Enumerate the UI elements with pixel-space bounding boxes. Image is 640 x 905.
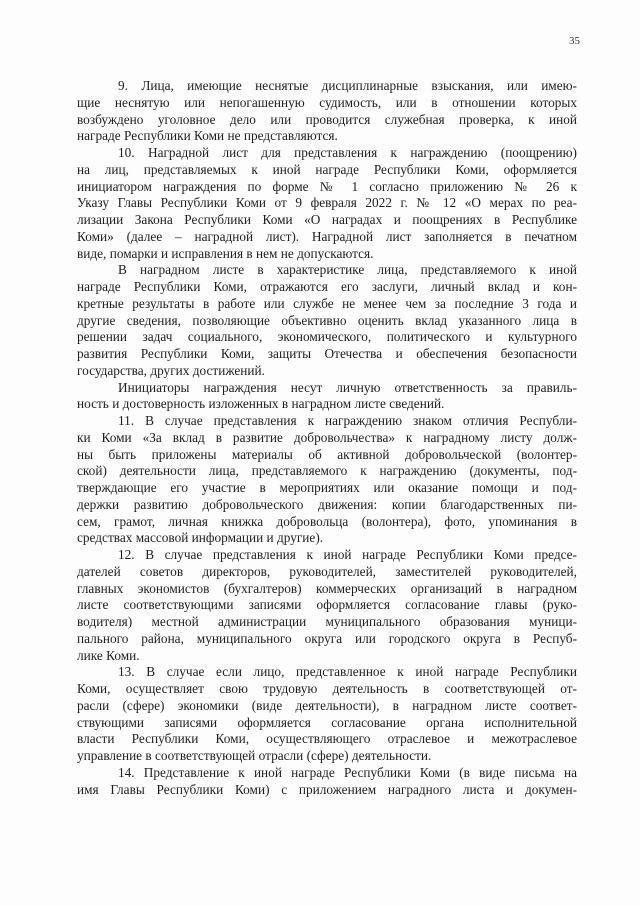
paragraph-line: сем, грамот, личная книжка добровольца (волонтера), фото, упоминания в — [77, 513, 577, 529]
paragraph-line: ствующими записями оформляется согласование органа исполнительной — [77, 714, 577, 730]
paragraph-line: инициатором награждения по форме № 1 согласно приложению № 26 к — [77, 178, 577, 194]
paragraph-line: Коми, осуществляет свою трудовую деятельность в соответствующей от- — [77, 681, 577, 696]
paragraph-line: возбуждено уголовное дело или проводится служебная проверка, к иной — [77, 111, 577, 127]
paragraph-line: 10. Наградной лист для представления к награждению (поощрению) — [118, 145, 577, 160]
paragraph — [77, 765, 577, 799]
paragraph-line: ской) деятельности лица, представляемого к награждению (документы, под- — [77, 463, 577, 479]
paragraph — [77, 413, 577, 547]
paragraph — [77, 547, 577, 664]
paragraph-line: имя Главы Республики Коми) с приложением наградного листа и докумен- — [77, 781, 577, 797]
paragraph-line: государства, других достижений. — [77, 362, 265, 378]
paragraph-line: 14. Представление к иной награде Республики Коми (в виде письма на — [118, 764, 577, 780]
paragraph-line: награде Республики Коми, отражаются его заслуги, личный вклад и кон- — [77, 279, 577, 294]
paragraph-line: ны быть приложены материалы об активной добровольческой (волонтер- — [77, 446, 577, 462]
paragraph-line: Инициаторы награждения несут личную ответственность за правиль- — [118, 379, 577, 395]
paragraph-line: кретные результаты в работе или службе не менее чем за последние 3 года и — [77, 295, 577, 311]
paragraph-line: главных экономистов (бухгалтеров) коммерческих организаций в наградном — [77, 580, 577, 596]
paragraph — [77, 664, 577, 765]
paragraph-line: власти Республики Коми, осуществляющего отраслевое и межотраслевое — [77, 731, 577, 747]
paragraph — [77, 78, 577, 145]
paragraph-line: ки Коми «За вклад в развитие добровольчества» к наградному листу долж- — [77, 429, 577, 445]
paragraph-line: тверждающие его участие в мероприятиях или оказание помощи и под- — [77, 480, 577, 495]
paragraph — [77, 145, 577, 262]
paragraph — [77, 262, 577, 379]
paragraph-line: листе соответствующими записями оформляется согласование главы (руко- — [77, 597, 577, 613]
paragraph — [77, 380, 577, 414]
paragraph-line: развития Республики Коми, защиты Отечества и обеспечения безопасности — [77, 346, 577, 361]
paragraph-line: дателей советов директоров, руководителей, заместителей руководителей, — [77, 563, 577, 579]
paragraph-line: 11. В случае представления к награждению знаком отличия Республи- — [118, 413, 577, 428]
page-number: 35 — [569, 35, 580, 47]
paragraph-line: управление в соответствующей отрасли (сфере) деятельности. — [77, 748, 432, 763]
paragraph-line: пального района, муниципального округа или городского округа в Респуб- — [77, 630, 577, 646]
paragraph-line: расли (сфере) экономики (виде деятельности), в наградном листе соответ- — [77, 697, 577, 713]
paragraph-line: другие сведения, позволяющие объективно оценить вклад указанного лица в — [77, 312, 577, 328]
paragraph-line: 13. В случае если лицо, представленное к иной награде Республики — [118, 664, 577, 680]
paragraph-line: награде Республики Коми не представляются. — [77, 128, 338, 144]
paragraph-line: Коми» (далее – наградной лист). Наградной лист заполняется в печатном — [77, 228, 577, 244]
document-body — [77, 78, 577, 798]
paragraph-line: виде, помарки и исправления в нем не допускаются. — [77, 245, 374, 261]
paragraph-line: решении задач социального, экономического, политического и культурного — [77, 329, 577, 345]
paragraph-line: лизации Закона Республики Коми «О наградах и поощрениях в Республике — [77, 212, 577, 227]
paragraph-line: 9. Лица, имеющие неснятые дисциплинарные взыскания, или имею- — [118, 78, 577, 93]
paragraph-line: щие неснятую или непогашенную судимость, или в отношении которых — [77, 94, 577, 110]
paragraph-line: В наградном листе в характеристике лица, представляемого к иной — [118, 262, 577, 278]
paragraph-line: Указу Главы Республики Коми от 9 февраля 2022 г. № 12 «О мерах по реа- — [77, 195, 577, 211]
paragraph-line: ность и достоверность изложенных в наградном листе сведений. — [77, 396, 445, 412]
paragraph-line: лике Коми. — [77, 647, 140, 663]
paragraph-line: 12. В случае представления к иной награде Республики Коми предсе- — [118, 547, 577, 562]
paragraph-line: держки развитию добровольческого движения: копии благодарственных пи- — [77, 496, 577, 512]
paragraph-line: на лиц, представляемых к иной награде Республики Коми, оформляется — [77, 161, 577, 177]
paragraph-line: водителя) местной администрации муниципального образования муници- — [77, 614, 577, 629]
paragraph-line: средствах массовой информации и другие). — [77, 530, 324, 546]
